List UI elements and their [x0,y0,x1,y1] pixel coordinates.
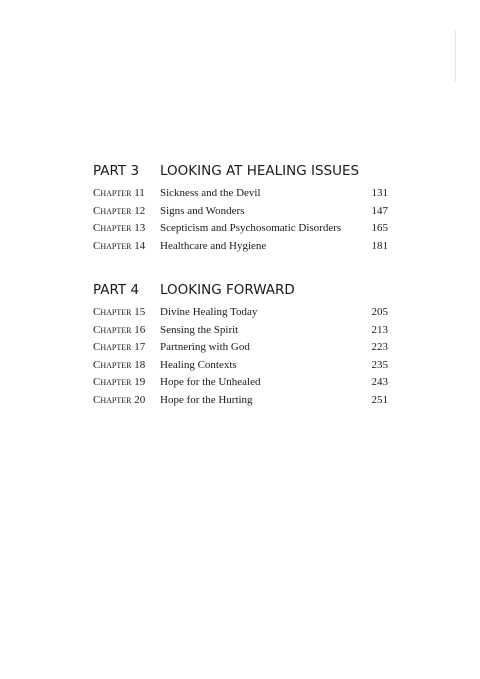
page-number: 235 [371,358,388,371]
chapter-number: Chapter 14 [93,239,146,252]
chapter-number: Chapter 20 [93,393,146,406]
toc-entry[interactable] [93,238,393,256]
page-number: 147 [371,204,388,217]
chapter-list [93,304,393,409]
toc-entry[interactable] [93,357,393,375]
page-number: 243 [371,376,388,388]
toc-entry[interactable] [93,339,393,357]
part-number: PART 4 [93,282,140,298]
toc-entry[interactable] [93,374,393,392]
chapter-title: Sensing the Spirit [160,323,239,336]
page-number: 165 [371,222,388,234]
chapter-number: Chapter 17 [93,341,146,353]
chapter-list [93,185,393,255]
chapter-title: Healthcare and Hygiene [160,239,267,252]
chapter-number: Chapter 18 [93,358,146,371]
chapter-number: Chapter 19 [93,376,146,388]
toc-entry[interactable] [93,322,393,340]
page-number: 223 [371,341,388,353]
chapter-number: Chapter 13 [93,222,146,234]
part-title: LOOKING FORWARD [160,282,295,298]
part-heading [93,280,393,300]
part-section [93,280,393,409]
chapter-title: Scepticism and Psychosomatic Disorders [160,222,342,234]
chapter-title: Hope for the Hurting [160,393,253,406]
toc-entry[interactable] [93,185,393,203]
chapter-number: Chapter 11 [93,187,145,199]
page-number: 205 [371,306,388,318]
page-edge-mark [455,30,456,82]
toc-entry[interactable] [93,220,393,238]
chapter-title: Healing Contexts [160,358,237,371]
page-number: 181 [371,239,388,252]
chapter-title: Sickness and the Devil [160,187,261,199]
part-section [93,161,393,255]
toc-entry[interactable] [93,392,393,410]
part-number: PART 3 [93,163,140,179]
part-heading [93,161,393,181]
chapter-number: Chapter 12 [93,204,146,217]
part-title: LOOKING AT HEALING ISSUES [160,163,360,179]
chapter-number: Chapter 15 [93,306,146,318]
page-number: 213 [371,323,388,336]
toc-entry[interactable] [93,203,393,221]
chapter-title: Hope for the Unhealed [160,376,261,388]
chapter-title: Signs and Wonders [160,204,245,217]
page-number: 131 [371,187,388,199]
chapter-number: Chapter 16 [93,323,146,336]
page-number: 251 [371,393,388,406]
chapter-title: Divine Healing Today [160,306,258,318]
chapter-title: Partnering with God [160,341,250,353]
toc-entry[interactable] [93,304,393,322]
